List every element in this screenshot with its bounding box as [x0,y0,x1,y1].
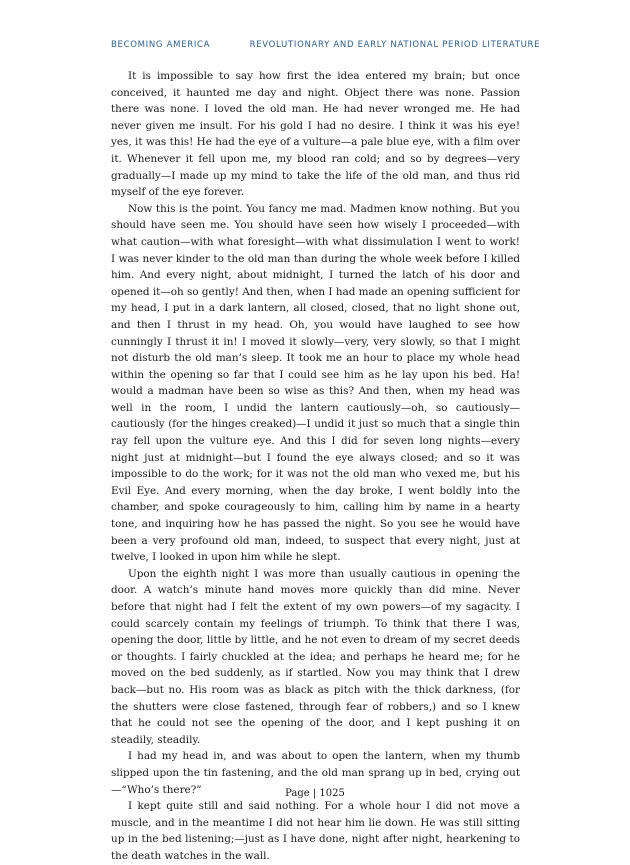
paragraph: I kept quite still and said nothing. For a whole hour I did not move a muscle, and in the meantime I did not hear him lie down. He was still sitting up in the bed listening;—just as I have done, night after night, hearkening to the death watches in the wall. [111,800,520,862]
paragraph: Now this is the point. You fancy me mad. Madmen know nothing. But you should have seen me. You should have seen how wisely I proceeded—with what caution—with what foresight—with what dissimulation I went to work! I was never kinder to the old man than during the whole week before I killed him. And every night, about midnight, I turned the latch of his door and opened it—oh so gently! And then, when I had made an opening sufficient for my head, I put in a dark lantern, all closed, closed, that no light shone out, and then I thrust in my head. Oh, you would have laughed to see how cunningly I thrust it in! I moved it slowly—very, very slowly, so that I might not disturb the old man’s sleep. It took me an hour to place my whole head within the opening so far that I could see him as he lay upon his bed. Ha! would a madman have been so wise as this? And then, when my head was well in the room, I undid the lantern cautiously—oh, so cautiously—cautiously (for the hinges creaked)—I undid it just so much that a single thin ray fell upon the vulture eye. And this I did for seven long nights—every night just at midnight—but I found the eye always closed; and so it was impossible to do the work; for it was not the old man who vexed me, but his Evil Eye. And every morning, when the day broke, I went boldly into the chamber, and spoke courageously to him, calling him by name in a hearty tone, and inquiring how he has passed the night. So you see he would have been a very profound old man, indeed, to suspect that every night, just at twelve, I looked in upon him while he slept. [111,202,520,564]
body-text [111,68,520,865]
page-number: Page | 1025 [285,788,345,799]
running-header [111,40,541,50]
paragraph: I had my head in, and was about to open the lantern, when my thumb slipped upon the tin fastening, and the old man sprang up in bed, crying out—“Who’s there?” [111,750,520,796]
book-title: BECOMING AMERICA [111,40,211,50]
paragraph: It is impossible to say how first the idea entered my brain; but once conceived, it haunted me day and night. Object there was none. Passion there was none. I loved the old man. He had never wronged me. He had never given me insult. For his gold I had no desire. I think it was his eye! yes, it was this! He had the eye of a vulture—a pale blue eye, with a film over it. Whenever it fell upon me, my blood ran cold; and so by degrees—very gradually—I made up my mind to take the life of the old man, and thus rid myself of the eye forever. [111,70,520,199]
paragraph: Upon the eighth night I was more than usually cautious in opening the door. A watch’s minute hand moves more quickly than did mine. Never before that night had I felt the extent of my own powers—of my sagacity. I could scarcely contain my feelings of triumph. To think that there I was, opening the door, little by little, and he not even to dream of my secret deeds or thoughts. I fairly chuckled at the idea; and perhaps he heard me; for he moved on the bed suddenly, as if startled. Now you may think that I drew back—but no. His room was as black as pitch with the thick darkness, (for the shutters were close fastened, through fear of robbers,) and so I knew that he could not see the opening of the door, and I kept pushing it on steadily, steadily. [111,567,520,746]
section-title: REVOLUTIONARY AND EARLY NATIONAL PERIOD LITERATURE [249,40,541,50]
